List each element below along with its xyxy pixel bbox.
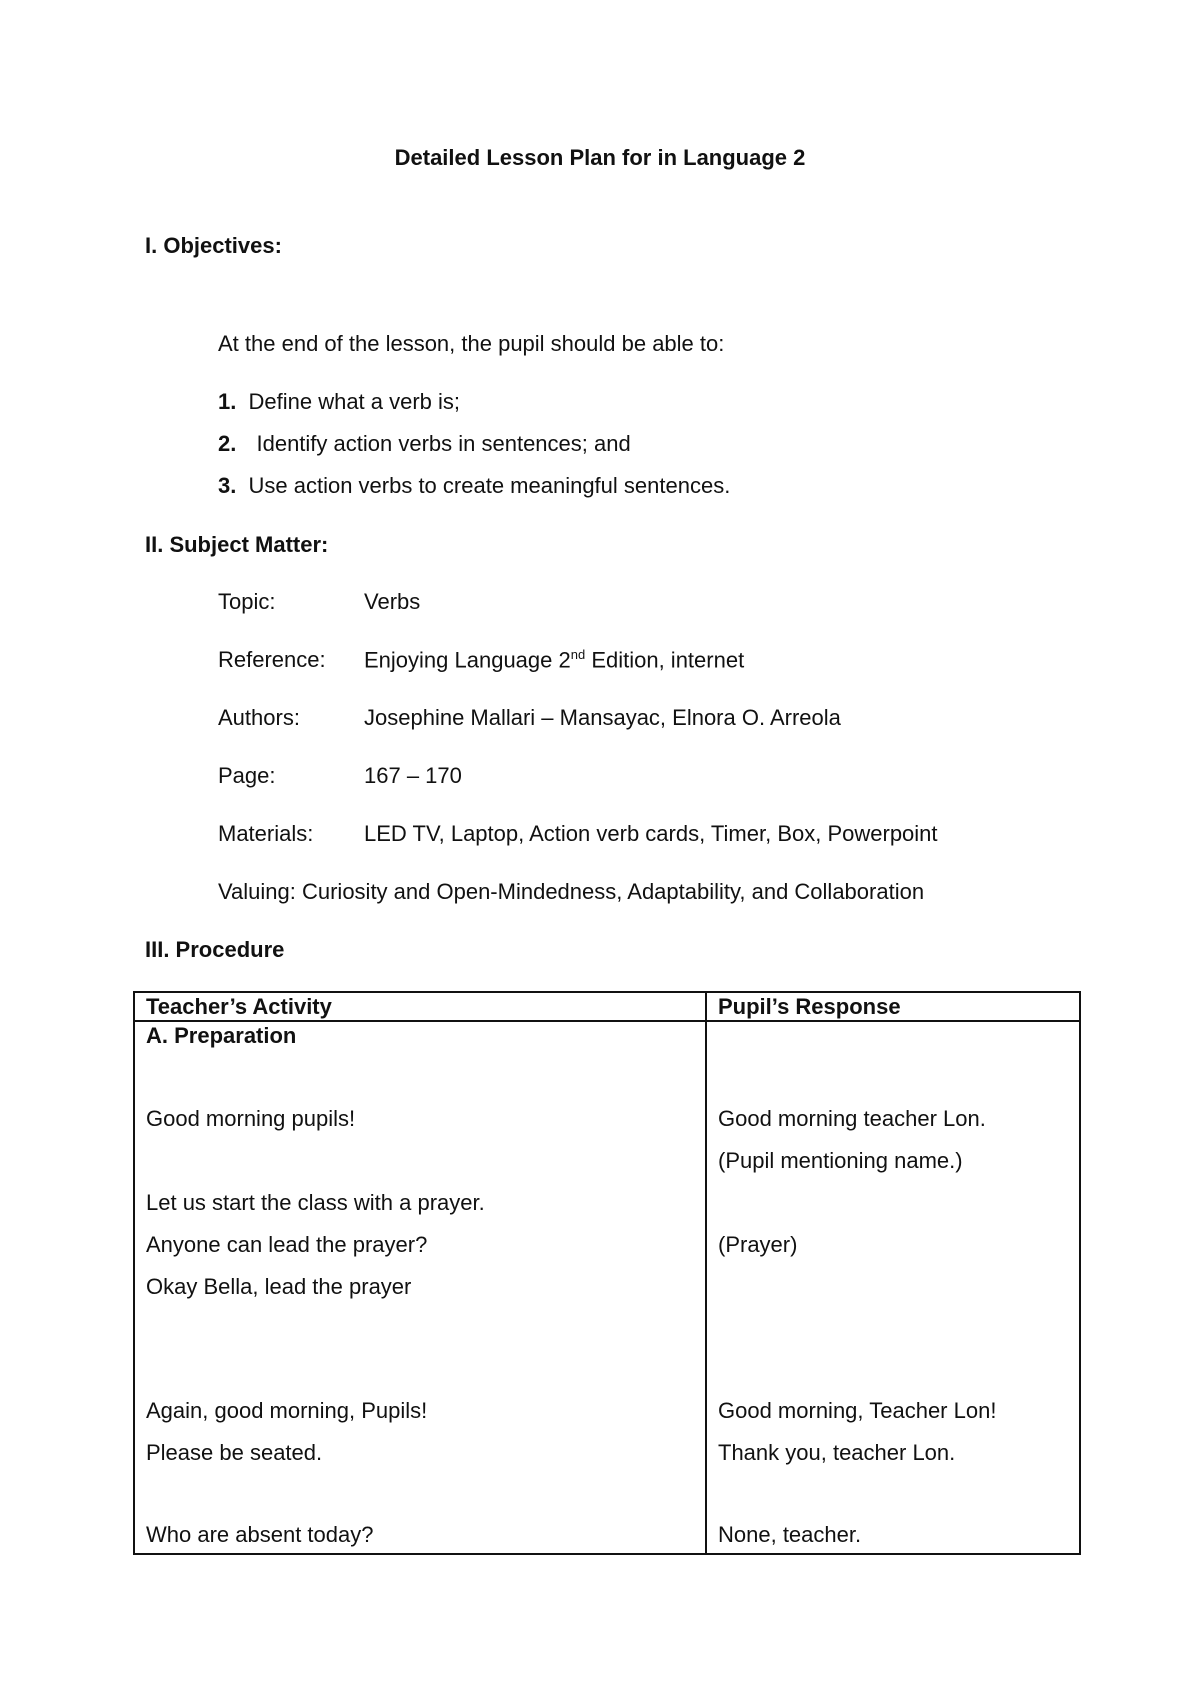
authors-value: Josephine Mallari – Mansayac, Elnora O. Arreola [364,705,841,730]
pupil-line: Thank you, teacher Lon. [718,1440,956,1465]
pupil-line: (Pupil mentioning name.) [718,1148,963,1173]
objective-text: Define what a verb is; [248,389,461,414]
page-title: Detailed Lesson Plan for in Language 2 [394,145,806,170]
teacher-activity-cell [134,1021,706,1554]
objective-item [218,389,460,415]
teacher-line: Anyone can lead the prayer? [146,1232,428,1257]
teacher-line: Good morning pupils! [146,1106,356,1131]
pupil-line: Good morning teacher Lon. [718,1106,986,1131]
objectives-intro: At the end of the lesson, the pupil should be able to: [218,331,725,356]
section-title: A. Preparation [146,1023,297,1048]
topic-value: Verbs [364,589,421,614]
materials-label: Materials: [218,821,314,846]
objective-item [218,431,631,457]
pupil-line: (Prayer) [718,1232,798,1257]
pupil-response-cell [706,1021,1080,1554]
reference-value: Enjoying Language 2nd Edition, internet [364,647,745,673]
subject-matter-heading: II. Subject Matter: [145,532,329,557]
objective-text: Use action verbs to create meaningful sentences. [248,473,731,498]
page-label: Page: [218,763,276,788]
materials-value: LED TV, Laptop, Action verb cards, Timer, Box, Powerpoint [364,821,938,846]
teacher-line: Again, good morning, Pupils! [146,1398,428,1423]
pupil-line: Good morning, Teacher Lon! [718,1398,997,1423]
teacher-line: Please be seated. [146,1440,323,1465]
topic-label: Topic: [218,589,276,614]
procedure-heading: III. Procedure [145,937,285,962]
teacher-column-header: Teacher’s Activity [134,992,706,1021]
objective-text: Identify action verbs in sentences; and [256,431,631,456]
valuing-line: Valuing: Curiosity and Open-Mindedness, Adaptability, and Collaboration [218,879,925,904]
pupil-line: None, teacher. [718,1522,862,1547]
objectives-heading: I. Objectives: [145,233,282,258]
teacher-line: Who are absent today? [146,1522,374,1547]
objective-item [218,473,730,499]
objective-number: 3. [218,473,237,498]
procedure-table [133,991,1081,1555]
objective-number: 2. [218,431,237,456]
page-value: 167 – 170 [364,763,462,788]
teacher-line: Okay Bella, lead the prayer [146,1274,412,1299]
reference-label: Reference: [218,647,326,672]
pupil-column-header: Pupil’s Response [706,992,1080,1021]
teacher-line: Let us start the class with a prayer. [146,1190,485,1215]
objective-number: 1. [218,389,237,414]
authors-label: Authors: [218,705,300,730]
